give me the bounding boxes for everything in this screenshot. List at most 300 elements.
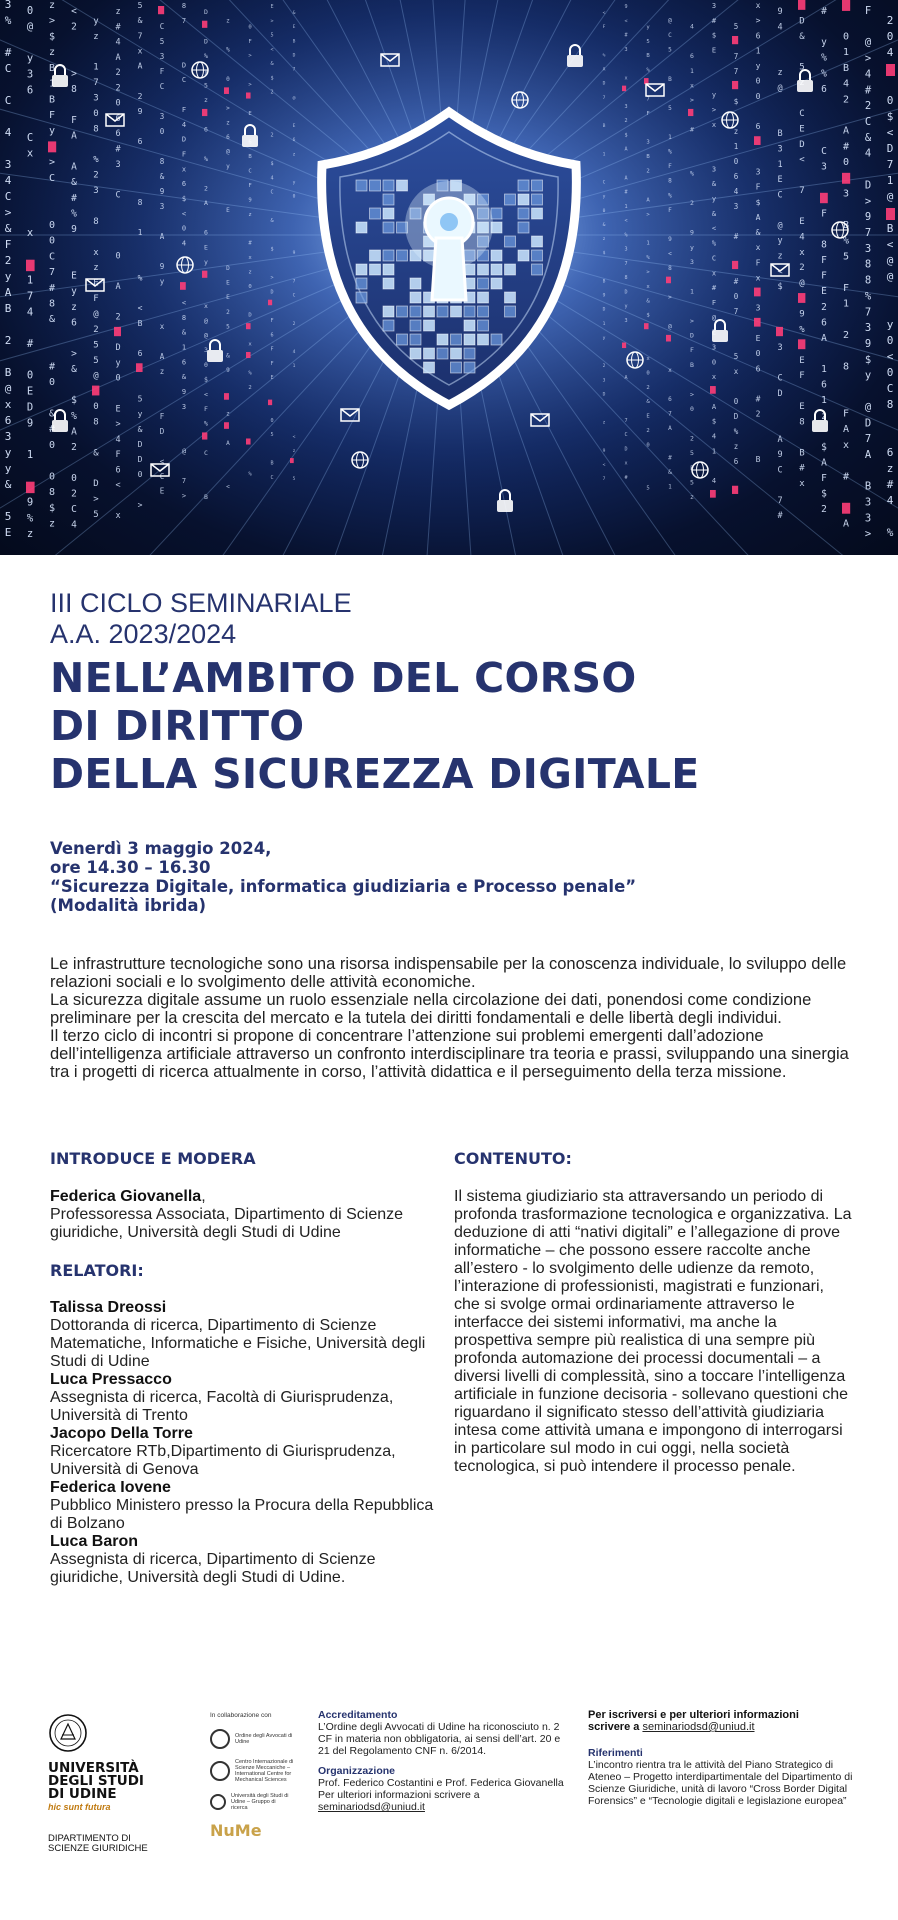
data-glyph: 0 [602, 208, 606, 214]
event-topic: “Sicurezza Digitale, informatica giudiziaria e Processo penale” [50, 877, 637, 896]
data-glyph: 6 [204, 228, 208, 237]
data-glyph: % [204, 52, 208, 61]
data-glyph: > [668, 294, 672, 302]
intro-text [50, 955, 870, 1081]
data-glyph: 7 [864, 306, 872, 319]
department-name [48, 1834, 198, 1854]
data-glyph: 4 [711, 432, 717, 441]
data-glyph: 1 [668, 134, 672, 142]
data-glyph: E [799, 216, 805, 227]
data-glyph: C [711, 254, 717, 263]
data-pixel [644, 78, 649, 84]
data-glyph: E [204, 243, 208, 252]
collaboration-logos [210, 1712, 310, 1840]
data-glyph: C [668, 32, 672, 40]
data-glyph: # [115, 22, 121, 33]
data-glyph: 1 [821, 364, 827, 376]
data-glyph: > [646, 211, 650, 218]
data-glyph: F [668, 206, 672, 214]
department-line: SCIENZE GIURIDICHE [48, 1843, 148, 1854]
data-glyph: 0 [159, 126, 165, 136]
data-glyph: > [115, 419, 121, 430]
data-glyph: # [821, 6, 827, 17]
data-glyph: z [204, 96, 208, 105]
data-glyph: 1 [842, 47, 850, 59]
data-glyph: 7 [886, 158, 894, 171]
data-glyph: F [181, 150, 187, 159]
data-glyph: C [115, 190, 121, 201]
data-glyph: D [864, 179, 872, 192]
data-glyph: D [159, 426, 165, 436]
data-glyph: E [799, 355, 805, 366]
data-glyph: 7 [668, 410, 672, 418]
data-glyph: F [270, 360, 274, 367]
data-glyph: # [711, 16, 717, 25]
data-glyph: 0 [115, 251, 121, 262]
data-glyph: x [93, 247, 99, 258]
data-glyph: 4 [777, 22, 783, 33]
speaker-item [50, 1425, 450, 1479]
data-glyph: 3 [93, 93, 99, 104]
data-glyph: 0 [26, 5, 34, 17]
data-glyph: y [4, 462, 12, 475]
data-glyph: 4 [864, 68, 872, 81]
data-glyph: z [602, 420, 606, 426]
data-glyph: D [777, 389, 783, 399]
data-glyph: % [93, 155, 99, 166]
data-glyph: $ [886, 110, 894, 123]
data-glyph: x [646, 355, 650, 362]
data-glyph: 6 [733, 456, 739, 466]
data-glyph: 3 [711, 343, 717, 352]
data-glyph: D [799, 139, 805, 150]
data-pixel [666, 277, 671, 284]
data-glyph: 8 [48, 298, 56, 310]
data-glyph: & [4, 222, 12, 235]
data-glyph: E [4, 526, 12, 539]
data-glyph: 3 [624, 103, 628, 110]
data-glyph: 5 [799, 62, 805, 73]
data-glyph: x [646, 283, 650, 290]
data-glyph: 6 [270, 332, 274, 339]
data-glyph: 0 [26, 369, 34, 382]
data-glyph: D [270, 289, 274, 296]
data-glyph: 0 [248, 24, 252, 31]
data-glyph: B [4, 366, 12, 379]
data-glyph: E [799, 124, 805, 135]
data-glyph: 5 [668, 104, 672, 112]
data-glyph: C [864, 115, 872, 128]
data-glyph: 7 [864, 226, 872, 239]
data-glyph: 2 [842, 329, 850, 341]
data-glyph: C [270, 474, 274, 481]
data-glyph: E [292, 25, 296, 31]
data-pixel [820, 193, 828, 203]
data-glyph: F [48, 109, 56, 121]
data-glyph: B [204, 493, 208, 502]
data-glyph: C [4, 190, 12, 203]
data-glyph: & [602, 222, 606, 228]
speaker-name: Luca Pressacco [50, 1371, 172, 1388]
speakers-column [50, 1150, 450, 1587]
data-pixel [754, 288, 761, 297]
data-glyph: 6 [292, 138, 296, 144]
data-glyph: 1 [602, 152, 606, 158]
data-glyph: 2 [4, 334, 12, 347]
university-motto: hic sunt futura [48, 1802, 111, 1812]
data-glyph: 6 [690, 52, 694, 61]
university-name-line: UNIVERSITÀ [48, 1760, 139, 1776]
data-glyph: 8 [159, 156, 165, 166]
data-pixel [666, 335, 671, 342]
data-glyph: & [270, 218, 274, 225]
data-glyph: 3 [4, 0, 12, 11]
data-glyph: F [71, 114, 77, 126]
data-glyph: 0 [842, 31, 850, 43]
data-glyph: 0 [71, 473, 77, 485]
data-glyph: > [646, 269, 650, 276]
data-glyph: > [181, 491, 187, 500]
data-glyph: > [48, 15, 56, 27]
data-glyph: > [864, 52, 872, 65]
data-glyph: 4 [690, 22, 694, 31]
data-glyph: 2 [4, 254, 12, 267]
data-glyph: 1 [624, 203, 628, 210]
data-glyph: > [690, 316, 694, 325]
data-glyph: 9 [777, 450, 783, 461]
data-glyph: 0 [886, 366, 894, 379]
content-text: Il sistema giudiziario sta attraversando un periodo di profonda trasformazione tecnologica e organizzativa. La deduzione di atti “nativi digitali” e l’allegazione di prove informatiche – che possono essere raccolte anche all’estero - lo svolgimento delle udienze da remoto, l’interazione di professionisti, magistrati e funzionari, che si svolge ormai ordinariamente attraverso le interfacce dei sistemi informativi, ma anche la prospettiva sempre più realistica di una sempre più profonda automazione dei processi documentali – a diversi livelli di complessità, sino a toccare l’intelligenza artificiale in funzione decisoria - sollevano questioni che riguardano il significato stesso dell’attività giudiziaria intesa come attività umana e impongono di interrogarsi in particolare sul modo in cui oggi, nella società tecnologica, si può intendere il processo penale. [454, 1188, 852, 1475]
organization-email-link[interactable]: seminariodsd@uniud.it [318, 1801, 425, 1813]
partner-mark-icon [210, 1761, 230, 1781]
data-glyph: $ [71, 395, 77, 407]
speaker-role: Assegnista di ricerca, Dipartimento di Scienze giuridiche, Università degli Studi di Udine. [50, 1551, 376, 1586]
data-glyph: 4 [842, 78, 850, 90]
data-glyph: 6 [821, 83, 827, 95]
data-glyph: 2 [646, 168, 650, 175]
data-glyph: % [248, 370, 252, 377]
data-glyph: % [668, 192, 672, 200]
data-glyph: 0 [115, 373, 121, 384]
data-glyph: C [821, 146, 827, 158]
data-pixel [842, 0, 850, 11]
data-glyph: D [799, 16, 805, 27]
data-glyph: z [226, 119, 230, 127]
accreditation-title: Accreditamento [318, 1709, 398, 1721]
data-glyph: B [799, 448, 805, 459]
data-glyph: & [71, 177, 77, 189]
data-glyph: B [48, 62, 56, 74]
data-glyph: 3 [602, 378, 606, 384]
data-glyph: < [799, 155, 805, 166]
data-glyph: < [137, 303, 143, 313]
data-glyph: 3 [4, 430, 12, 443]
data-glyph: & [48, 408, 56, 420]
data-glyph: > [864, 195, 872, 208]
data-glyph: y [292, 180, 296, 186]
data-glyph: A [777, 434, 783, 445]
data-glyph: 9 [159, 261, 165, 271]
data-glyph: 3 [624, 317, 628, 324]
data-glyph: 9 [799, 309, 805, 320]
data-glyph: 1 [26, 448, 34, 461]
data-glyph: # [733, 276, 739, 286]
data-glyph: 0 [646, 370, 650, 377]
department-line: DIPARTIMENTO DI [48, 1833, 131, 1844]
data-glyph: 9 [690, 228, 694, 237]
data-glyph: % [733, 426, 739, 436]
data-glyph: @ [777, 220, 783, 231]
data-glyph: @ [711, 313, 717, 322]
data-pixel [886, 64, 895, 76]
data-glyph: < [602, 11, 606, 16]
data-glyph: 3 [26, 68, 34, 81]
data-pixel [268, 300, 272, 306]
data-glyph: % [248, 471, 252, 478]
data-glyph: 0 [48, 471, 56, 483]
data-glyph: A [668, 425, 672, 433]
university-seal-icon [48, 1713, 88, 1753]
data-glyph: 9 [777, 7, 783, 17]
data-glyph: E [71, 270, 77, 282]
data-glyph: 6 [181, 180, 187, 189]
data-glyph: F [248, 182, 252, 189]
data-glyph: F [4, 238, 12, 251]
data-glyph: > [48, 157, 56, 169]
data-glyph: 2 [292, 321, 296, 327]
data-glyph: F [270, 346, 274, 353]
data-glyph: & [71, 364, 77, 376]
data-glyph: B [248, 154, 252, 161]
university-logo [48, 1713, 198, 1854]
data-glyph: @ [864, 401, 872, 414]
data-pixel [710, 386, 716, 394]
data-glyph: 3 [115, 159, 121, 170]
data-glyph: @ [292, 95, 296, 101]
data-glyph: F [821, 473, 827, 485]
data-glyph: & [799, 31, 805, 42]
data-glyph: & [711, 180, 717, 189]
data-glyph: $ [624, 132, 628, 139]
data-glyph: z [93, 31, 99, 42]
cycle-line: III CICLO SEMINARIALE [50, 588, 352, 618]
data-glyph: < [668, 250, 672, 258]
data-glyph: C [799, 108, 805, 119]
data-glyph: B [48, 94, 56, 106]
data-glyph: E [93, 278, 99, 289]
data-glyph: 9 [159, 186, 165, 196]
data-glyph: D [181, 135, 187, 144]
data-glyph: % [864, 290, 872, 303]
data-glyph: 6 [226, 134, 230, 142]
data-glyph: E [711, 46, 717, 55]
speaker-name: Luca Baron [50, 1533, 139, 1550]
data-glyph: A [115, 52, 121, 63]
data-glyph: 7 [646, 96, 650, 103]
data-glyph: & [181, 373, 187, 382]
data-glyph: 6 [755, 364, 761, 374]
title-line-1: NELL’AMBITO DEL CORSO [50, 654, 637, 702]
data-pixel [202, 271, 207, 278]
data-glyph: < [711, 224, 717, 233]
data-glyph: # [711, 284, 717, 293]
data-glyph: F [842, 282, 850, 294]
data-glyph: z [226, 17, 230, 25]
data-glyph: 3 [159, 51, 165, 61]
page-title [50, 654, 700, 798]
data-glyph: 5 [668, 46, 672, 54]
data-glyph: z [777, 68, 783, 79]
data-glyph: % [71, 410, 77, 422]
data-glyph: 9 [26, 496, 34, 509]
data-glyph: A [624, 146, 628, 153]
data-glyph: D [137, 439, 143, 449]
data-glyph: @ [226, 148, 230, 156]
data-glyph: < [624, 218, 628, 225]
data-glyph: $ [646, 312, 650, 319]
data-glyph: F [690, 346, 694, 355]
info-block [588, 1709, 863, 1807]
data-glyph: y [226, 163, 230, 171]
data-glyph: % [842, 235, 850, 247]
data-glyph: A [711, 402, 717, 411]
data-glyph: z [26, 528, 34, 541]
partner-mark-icon [210, 1729, 230, 1749]
data-glyph: D [602, 307, 606, 313]
data-glyph: 7 [181, 16, 187, 25]
data-glyph: 8 [48, 487, 56, 499]
data-glyph: 5 [93, 340, 99, 351]
data-glyph: z [48, 47, 56, 59]
data-glyph: 3 [864, 322, 872, 335]
data-glyph: 3 [733, 201, 739, 211]
data-glyph: C [48, 251, 56, 263]
data-glyph: E [292, 124, 296, 130]
event-time: ore 14.30 – 16.30 [50, 858, 211, 877]
data-glyph: 0 [93, 402, 99, 413]
data-glyph: 0 [842, 157, 850, 169]
data-glyph: 3 [777, 343, 783, 354]
data-glyph: $ [48, 31, 56, 43]
data-glyph: 0 [93, 108, 99, 119]
data-glyph: D [292, 53, 296, 59]
data-glyph: $ [204, 375, 208, 384]
data-glyph: & [159, 171, 165, 181]
data-glyph: D [864, 417, 872, 430]
data-glyph: 0 [226, 75, 230, 83]
data-glyph: > [755, 16, 761, 26]
signup-email-link[interactable]: seminariodsd@uniud.it [642, 1721, 755, 1733]
intro-paragraph-3: Il terzo ciclo di incontri si propone di concentrare l’attenzione sui problemi emergenti dall’adozione dell’intelligenza artificiale attraverso un confronto interdisciplinare tra teoria e prassi, sviluppando una sinergia tra i progetti di ricerca attualmente in corso, l’attività didattica e il perseguimento della terza missione. [50, 1027, 849, 1081]
data-glyph: # [624, 474, 628, 481]
data-glyph: 1 [842, 298, 850, 310]
data-glyph: 8 [668, 177, 672, 185]
data-glyph: @ [799, 278, 805, 289]
data-glyph: $ [733, 96, 739, 106]
data-glyph: 7 [624, 260, 628, 267]
data-pixel [246, 323, 251, 329]
data-glyph: 6 [821, 317, 827, 329]
data-glyph: 3 [4, 158, 12, 171]
data-glyph: < [886, 126, 894, 139]
partner-name: Università degli Studi di Udine – Gruppo di ricerca [231, 1793, 289, 1811]
data-glyph: 3 [711, 2, 717, 10]
data-glyph: 2 [864, 100, 872, 113]
data-glyph: E [270, 4, 274, 10]
data-glyph: E [270, 375, 274, 382]
data-pixel [798, 293, 805, 303]
data-glyph: y [93, 16, 99, 27]
data-glyph: C [602, 180, 606, 186]
data-glyph: @ [777, 83, 783, 94]
data-glyph: B [4, 302, 12, 315]
partner-logo [210, 1793, 310, 1811]
data-glyph: A [624, 175, 628, 182]
data-glyph: 0 [733, 291, 739, 301]
data-pixel [688, 109, 693, 116]
data-glyph: C [181, 76, 187, 85]
data-glyph: y [602, 194, 606, 200]
data-glyph: 9 [26, 417, 34, 430]
data-glyph: 5 [137, 394, 143, 404]
data-pixel [290, 458, 294, 463]
speaker-role: Pubblico Ministero presso la Procura della Repubblica di Bolzano [50, 1497, 434, 1532]
data-pixel [202, 21, 207, 28]
data-glyph: # [624, 32, 628, 39]
academic-year-line: A.A. 2023/2024 [50, 619, 237, 649]
data-glyph: 1 [668, 483, 672, 491]
data-glyph: C [71, 504, 77, 516]
data-glyph: y [864, 369, 872, 382]
data-glyph: 2 [270, 132, 274, 139]
data-glyph: B [137, 318, 143, 328]
partner-mark-icon [210, 1794, 226, 1810]
data-pixel [754, 136, 761, 145]
data-glyph: B [292, 39, 296, 45]
data-glyph: C [886, 382, 894, 395]
data-glyph: @ [4, 382, 12, 395]
data-glyph: C [292, 293, 296, 299]
data-glyph: & [226, 352, 230, 360]
data-glyph: # [48, 282, 56, 294]
data-glyph: x [668, 367, 672, 374]
data-glyph: 6 [115, 129, 121, 140]
data-glyph: 5 [733, 21, 739, 31]
data-glyph: z [93, 263, 99, 274]
data-glyph: 9 [668, 235, 672, 243]
data-glyph: z [226, 410, 230, 418]
partner-logo [210, 1729, 310, 1749]
data-glyph: x [26, 226, 34, 239]
data-glyph: @ [886, 254, 894, 267]
data-glyph: 5 [646, 485, 650, 492]
data-glyph: 6 [668, 396, 672, 404]
data-glyph: @ [26, 20, 34, 33]
data-glyph: 4 [4, 126, 12, 139]
nume-logo: NuMe [210, 1821, 262, 1840]
data-glyph: > [690, 96, 694, 105]
data-glyph: 0 [248, 283, 252, 290]
data-glyph: 9 [292, 251, 296, 257]
content-column [454, 1150, 854, 1476]
data-glyph: 4 [886, 46, 894, 59]
data-pixel [92, 386, 99, 396]
data-glyph: < [181, 209, 187, 218]
data-glyph: 5 [270, 32, 274, 39]
data-glyph: B [270, 460, 274, 467]
data-glyph: > [711, 105, 717, 114]
data-glyph: 1 [711, 447, 717, 456]
